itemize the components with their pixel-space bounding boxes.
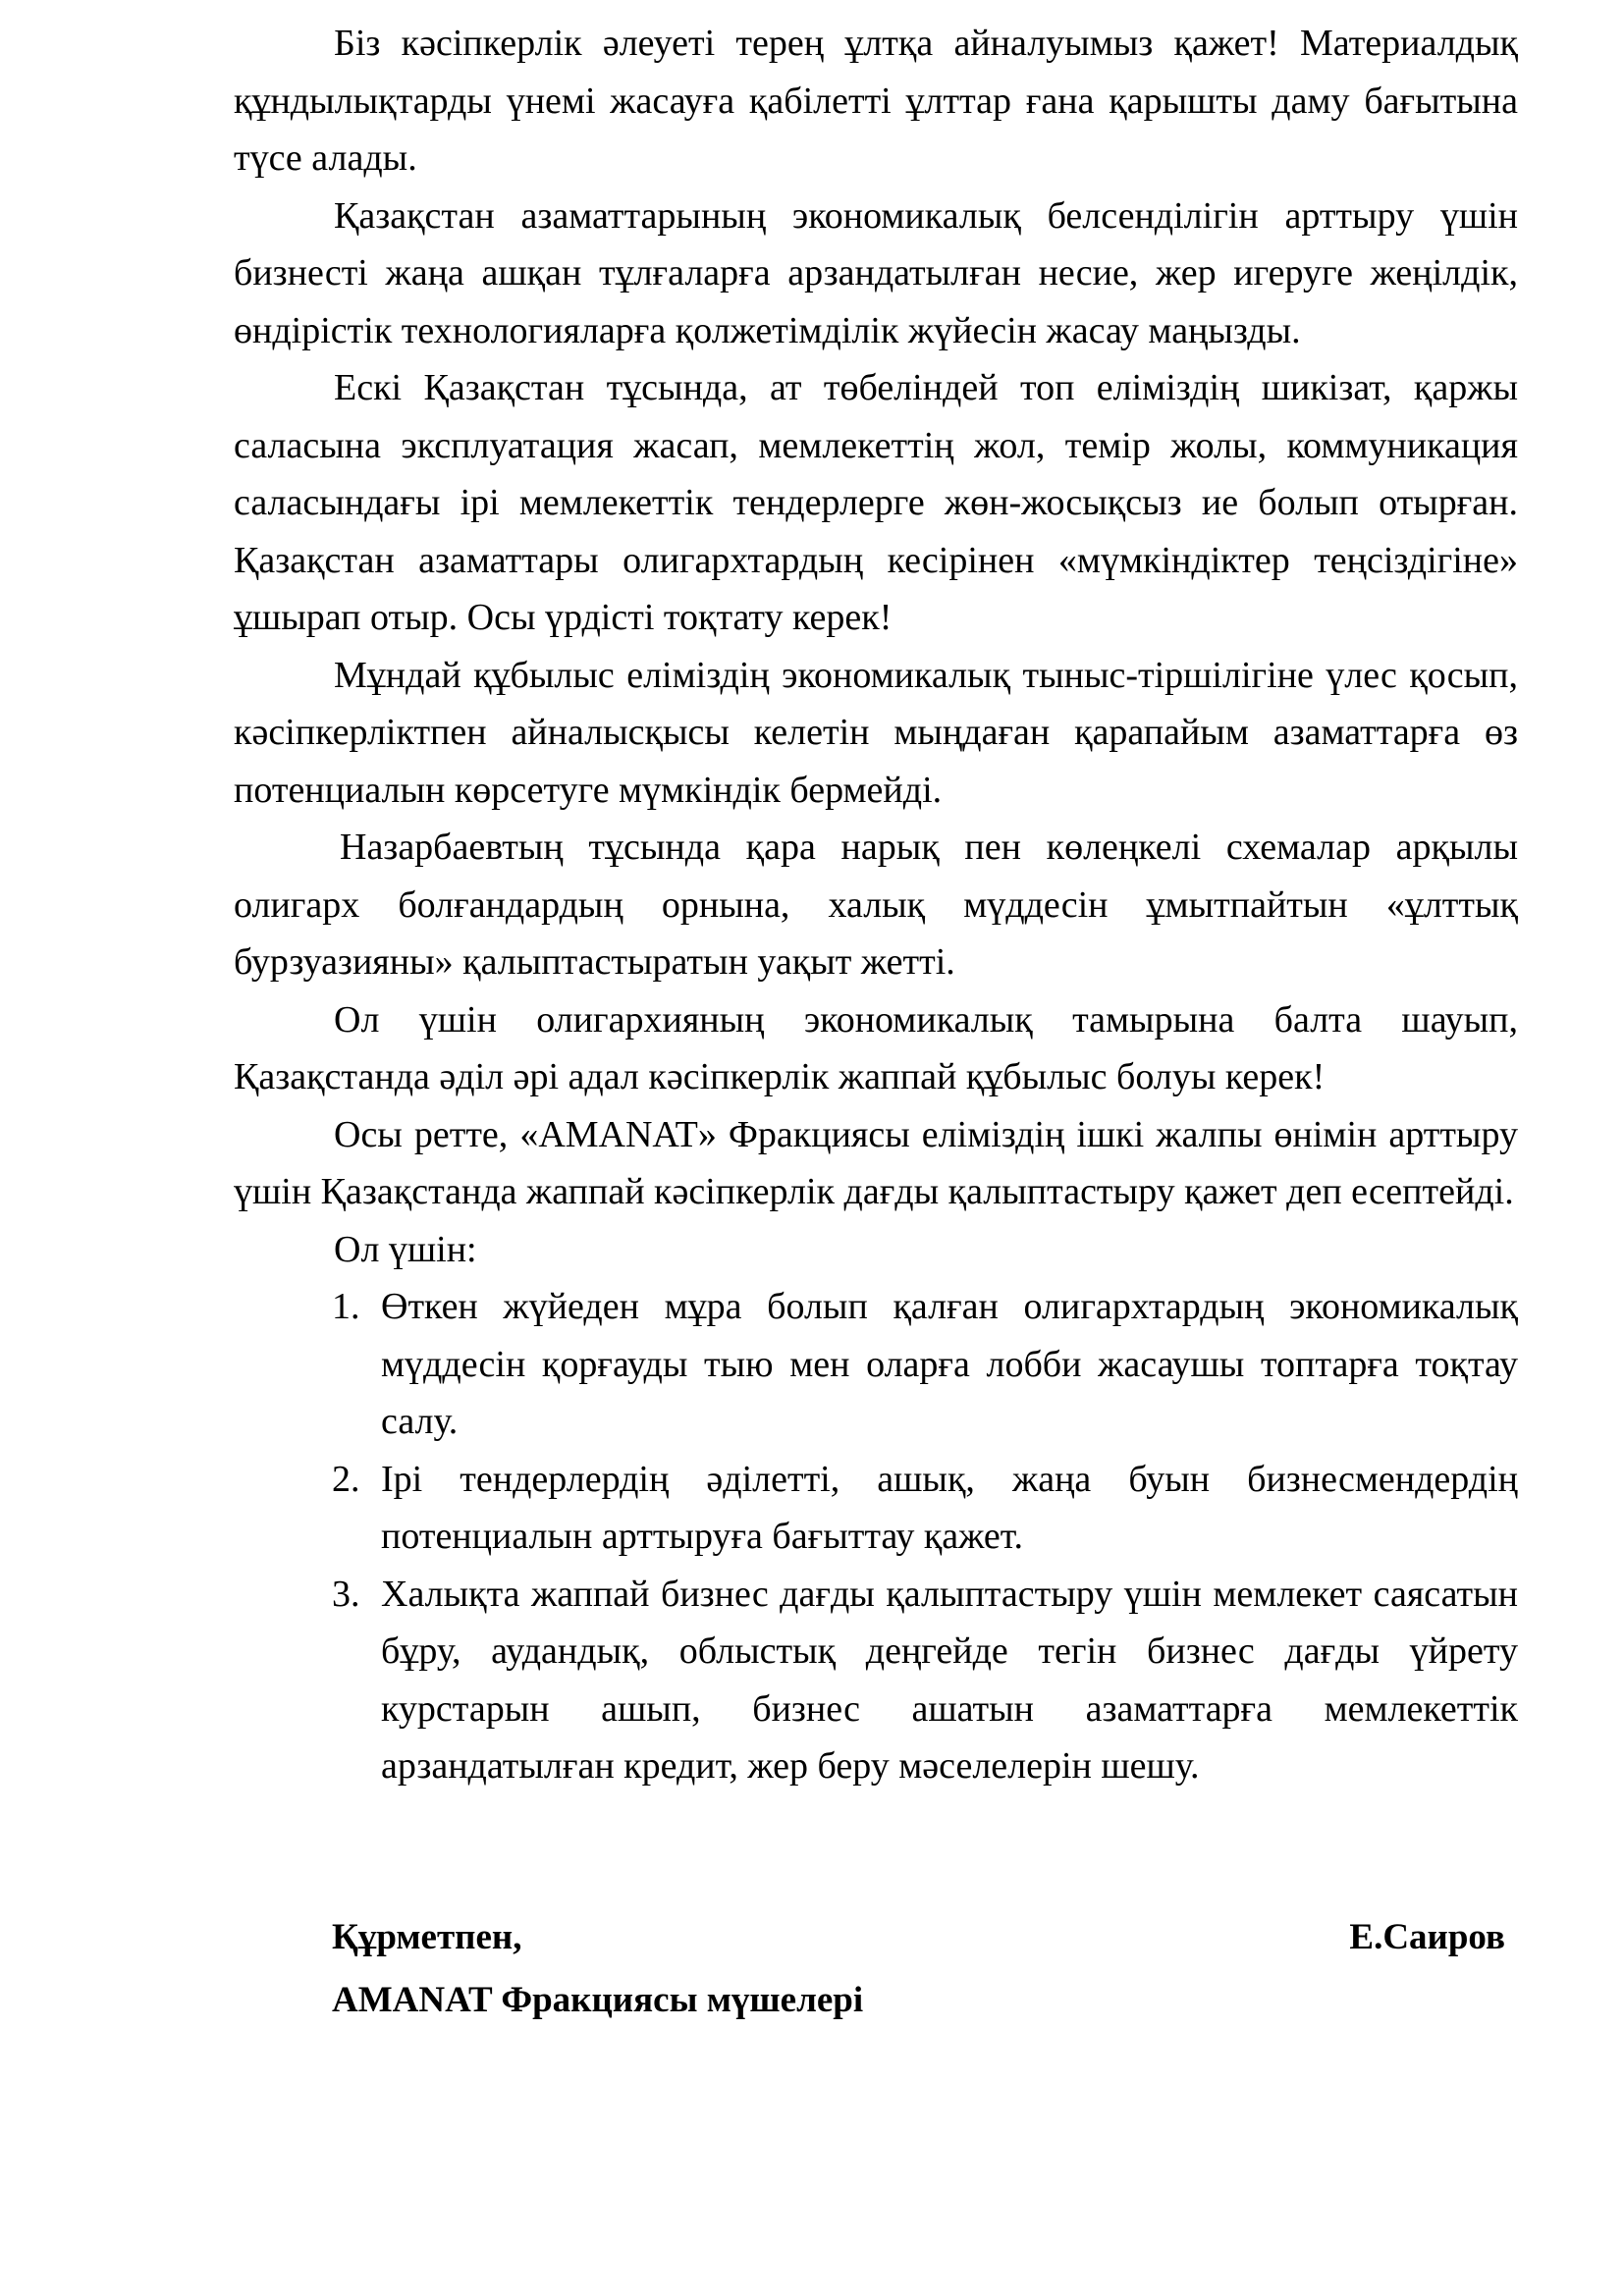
closing-row [332,1906,1505,1969]
signer-name: Е.Саиров [1349,1917,1505,1957]
document-body [234,15,1518,1795]
list-item [234,1451,1518,1566]
list-item [234,1278,1518,1451]
paragraph-oligarchy: Ол үшін олигархияның экономикалық тамырына балта шауып, Қазақстанда әділ әрі адал кәсіпкерлік жаппай құбылыс болуы керек! [234,998,1518,1097]
list-item-number: 1. [332,1286,360,1327]
list-item [234,1566,1518,1795]
paragraph-intro: Біз кәсіпкерлік әлеуеті терең ұлтқа айналуымыз қажет! Материалдық құндылықтарды үнемі жасауға қабілетті ұлттар ғана қарышты даму бағытына түсе алады. [234,23,1518,179]
list-item-number: 3. [332,1573,360,1615]
paragraph-amanat-fraction: Осы ретте, «AMANAT» Фракциясы еліміздің ішкі жалпы өнімін арттыру үшін Қазақстанда жаппай кәсіпкерлік дағды қалыптастыру қажет деп есептейді. [234,1113,1518,1212]
proposal-list [234,1278,1518,1795]
list-item-text: Өткен жүйеден мұра болып қалған олигархтардың экономикалық мүддесін қорғауды тыю мен оларға лобби жасаушы топтарға тоқтау салу. [381,1286,1518,1442]
paragraph-economic-activity: Қазақстан азаматтарының экономикалық белсенділігін арттыру үшін бизнесті жаңа ашқан тұлғаларға арзандатылған несие, жер игеруге жеңілдік, өндірістік технологияларға қолжетімділік жүйесін жасау маңызды. [234,194,1518,351]
paragraph-for-this: Ол үшін: [334,1228,477,1270]
list-item-text: Халықта жаппай бизнес дағды қалыптастыру үшін мемлекет саясатын бұру, аудандық, облыстық деңгейде тегін бизнес дағды үйрету курстарын ашып, бизнес ашатын азаматтарға мемлекеттік арзандатылған кредит, жер беру мәселелерін шешу. [381,1573,1518,1787]
paragraph-old-kazakhstan: Ескі Қазақстан тұсында, ат төбеліндей топ еліміздің шикізат, қаржы саласына эксплуатация жасап, мемлекеттің жол, темір жолы, коммуникация саласындағы ірі мемлекеттік тендерлерге жөн-жосықсыз ие болып отырған. Қазақстан азаматтары олигархтардың кесірінен «мүмкіндіктер теңсіздігіне» ұшырап отыр. Осы үрдісті тоқтату керек! [234,367,1518,638]
paragraph-nazarbayev: Назарбаевтың тұсында қара нарық пен көлеңкелі схемалар арқылы олигарх болғандардың орнына, халық мүддесін ұмытпайтын «ұлттық бурзуазияны» қалыптастыратын уақыт жетті. [234,827,1518,983]
signer-group: AMANAT Фракциясы мүшелері [332,1980,864,2020]
list-item-text: Ірі тендерлердің әділетті, ашық, жаңа буын бизнесмендердің потенциалын арттыруға бағыттау қажет. [381,1458,1518,1557]
closing-regards: Құрметпен, [332,1917,522,1957]
closing-block [332,1906,1505,2032]
paragraph-phenomenon: Мұндай құбылыс еліміздің экономикалық тыныс-тіршілігіне үлес қосып, кәсіпкерліктпен айналысқысы келетін мыңдаған қарапайым азаматтарға өз потенциалын көрсетуге мүмкіндік бермейді. [234,654,1518,811]
list-item-number: 2. [332,1458,360,1500]
